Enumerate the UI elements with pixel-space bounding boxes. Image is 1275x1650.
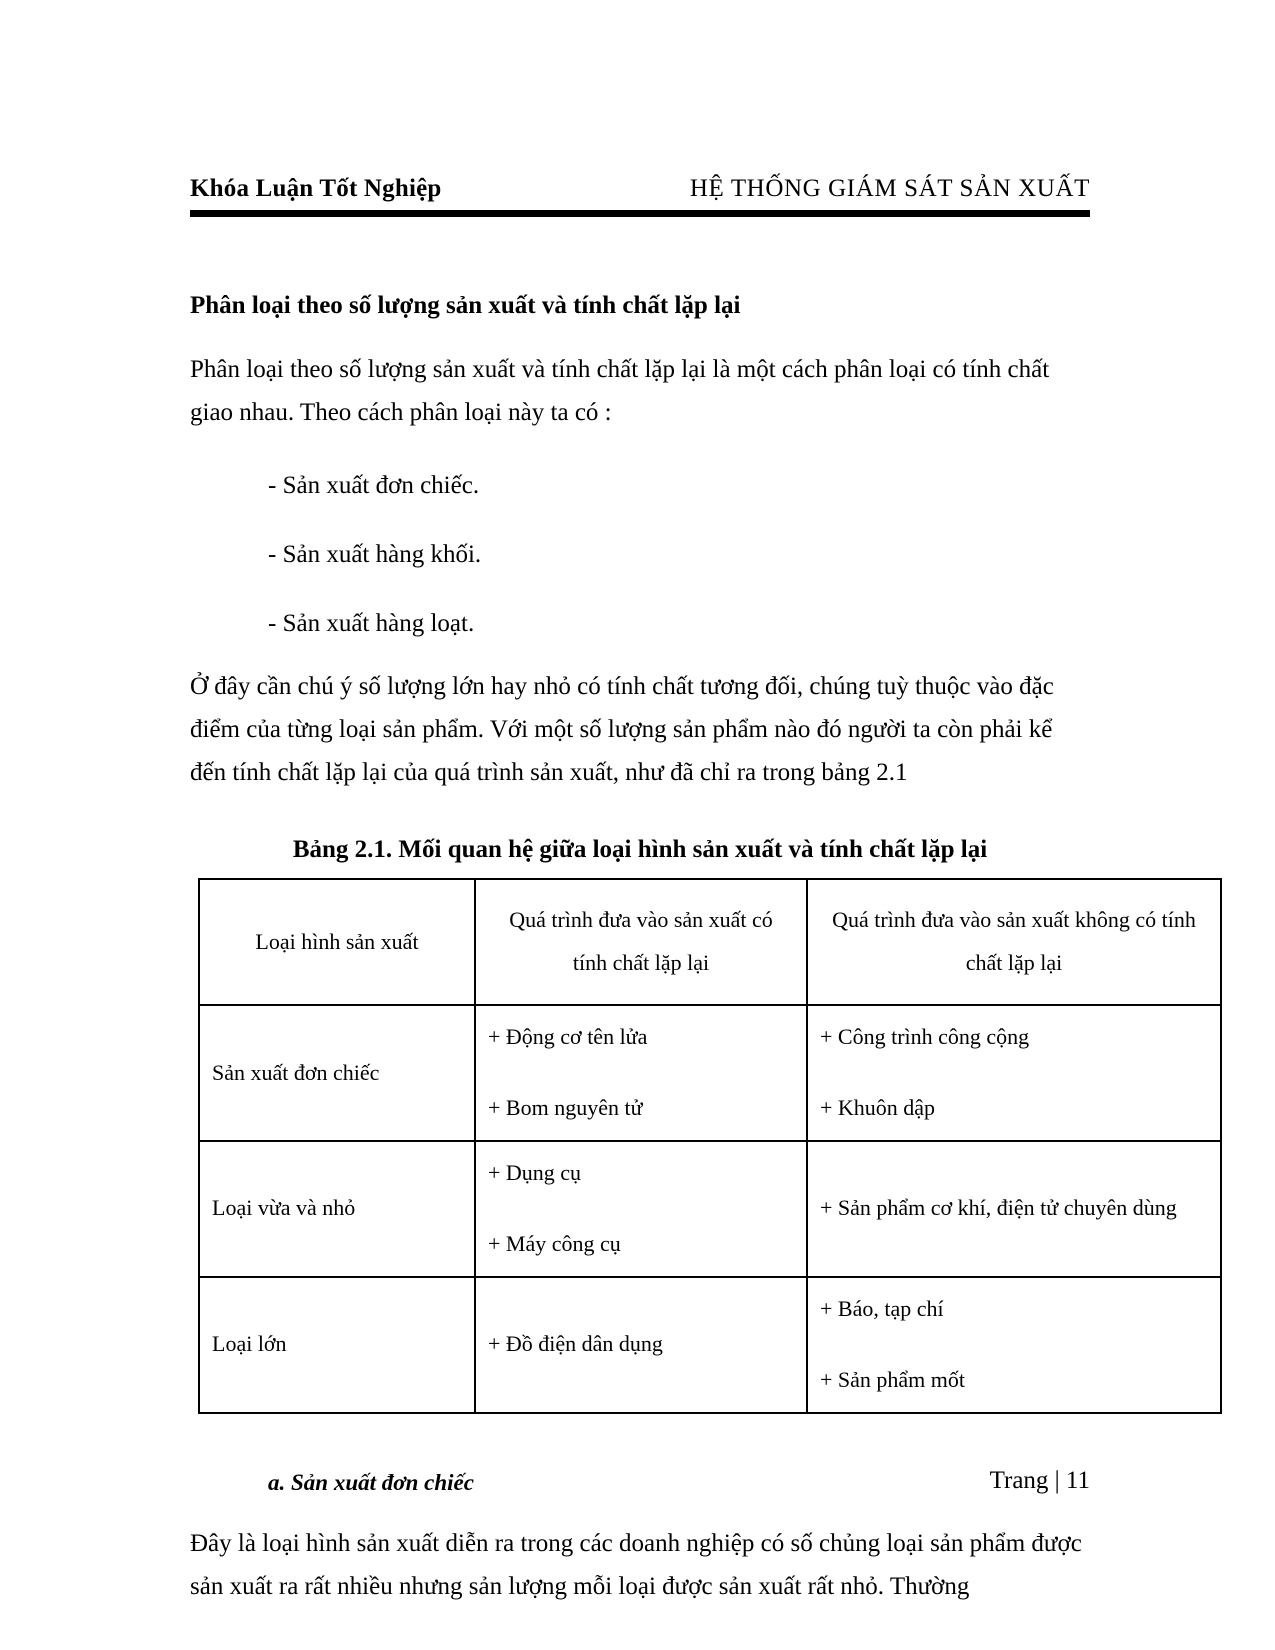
- row-nonrepeat-cell: [807, 1005, 1221, 1141]
- header-repeat-line2: tính chất lặp lại: [572, 950, 710, 976]
- header-nonrepeat-line2: chất lặp lại: [965, 950, 1063, 976]
- table-header-cell-type: [199, 879, 475, 1005]
- page-number-footer: Trang | 11: [989, 1467, 1090, 1494]
- table-row: [199, 1277, 1221, 1413]
- list-item: - Sản xuất hàng khối.: [268, 541, 482, 569]
- table-caption: Bảng 2.1. Mối quan hệ giữa loại hình sản xuất và tính chất lặp lại: [292, 836, 988, 864]
- production-type-table: [198, 878, 1222, 1413]
- table-header-row: [199, 879, 1221, 1005]
- cell-item: + Khuôn dập: [820, 1095, 936, 1121]
- running-header-right: HỆ THỐNG GIÁM SÁT SẢN XUẤT: [689, 175, 1090, 202]
- row-nonrepeat-cell: [807, 1277, 1221, 1413]
- running-header-left: Khóa Luận Tốt Nghiệp: [190, 175, 442, 202]
- table-header-cell-repeat: [475, 879, 807, 1005]
- cell-item: + Bom nguyên tử: [488, 1095, 643, 1121]
- header-type-label: Loại hình sản xuất: [255, 928, 419, 954]
- list-item: - Sản xuất đơn chiếc.: [268, 472, 480, 500]
- cell-item: + Đồ điện dân dụng: [488, 1331, 663, 1357]
- row-repeat-cell: [475, 1277, 807, 1413]
- running-header: [190, 175, 1090, 203]
- after-list-paragraph: Ở đây cần chú ý số lượng lớn hay nhỏ có tính chất tương đối, chúng tuỳ thuộc vào đặc điểm của từng loại sản phẩm. Với một số lượng sản phẩm nào đó người ta còn phải kể đến tính chất lặp lại của quá trình sản xuất, như đã chỉ ra trong bảng 2.1: [190, 673, 1054, 787]
- cell-item: + Sản phẩm cơ khí, điện tử chuyên dùng: [820, 1195, 1177, 1221]
- row-label-cell: Loại lớn: [199, 1277, 475, 1413]
- row-label-cell: Sản xuất đơn chiếc: [199, 1005, 475, 1141]
- header-repeat-line1: Quá trình đưa vào sản xuất có: [509, 907, 773, 933]
- header-divider: [190, 210, 1090, 217]
- page-content: [190, 175, 1196, 1608]
- intro-paragraph: Phân loại theo số lượng sản xuất và tính chất lặp lại là một cách phân loại có tính chất giao nhau. Theo cách phân loại này ta có :: [190, 356, 1050, 427]
- list-item: - Sản xuất hàng loạt.: [268, 610, 475, 638]
- row-label-cell: Loại vừa và nhỏ: [199, 1141, 475, 1277]
- section-heading: Phân loại theo số lượng sản xuất và tính chất lặp lại: [190, 291, 741, 319]
- table-row: [199, 1141, 1221, 1277]
- table-row: [199, 1005, 1221, 1141]
- header-nonrepeat-line1: Quá trình đưa vào sản xuất không có tính: [832, 907, 1196, 933]
- cell-item: + Dụng cụ: [488, 1160, 582, 1186]
- table-header-cell-nonrepeat: [807, 879, 1221, 1005]
- subsection-heading: a. Sản xuất đơn chiếc: [268, 1469, 474, 1495]
- cell-item: + Động cơ tên lửa: [488, 1024, 648, 1050]
- row-repeat-cell: [475, 1005, 807, 1141]
- subsection-paragraph: Đây là loại hình sản xuất diễn ra trong các doanh nghiệp có số chủng loại sản phẩm được sản xuất ra rất nhiều nhưng sản lượng mỗi loại được sản xuất rất nhỏ. Thường: [190, 1529, 1082, 1600]
- cell-item: + Máy công cụ: [488, 1230, 621, 1256]
- row-repeat-cell: [475, 1141, 807, 1277]
- cell-item: + Báo, tạp chí: [820, 1295, 944, 1321]
- cell-item: + Công trình công cộng: [820, 1024, 1030, 1050]
- row-nonrepeat-cell: [807, 1141, 1221, 1277]
- cell-item: + Sản phẩm mốt: [820, 1366, 966, 1392]
